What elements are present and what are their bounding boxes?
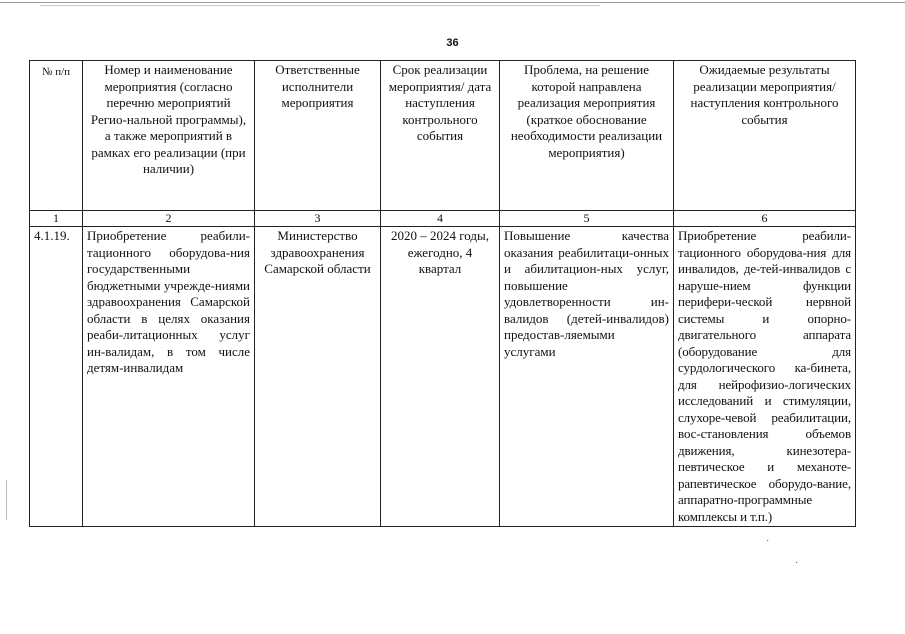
header-problem: Проблема, на решение которой направлена реализация мероприятия (краткое обоснование необходимости реализации мероприятия) [500,61,674,211]
row-measure-name: Приобретение реабили-тационного оборудова-ния государственными бюджетными учрежде-ниями здравоохранения Самарской области в целях оказания реаби-литационных услуг ин-валидам, в том числе детям-инвалидам [83,227,255,527]
column-number: 4 [381,211,500,227]
scan-edge-line [40,5,600,6]
row-results: Приобретение реабили-тационного оборудова-ния для инвалидов, де-тей-инвалидов с наруше-нием функции перифери-ческой нервной системы и опорно-двигательного аппарата (оборудование для сурдологического ка-бинета, для нейрофизио-логических исследований и стимуляции, слухоре-чевой реабилитации, вос-становления объемов движения, кинезотера-певтическое и механоте-рапевтическое оборудо-вание, аппаратно-программные комплексы и т.п.) [674,227,856,527]
column-number: 1 [30,211,83,227]
table-header-row [30,61,856,211]
column-number: 3 [255,211,381,227]
scan-speck: · [766,536,770,547]
scan-edge-mark [6,480,7,520]
row-problem: Повышение качества оказания реабилитаци-онных и абилитацион-ных услуг, повышение удовлетворенности ин-валидов (детей-инвалидов) предостав-ляемыми услугами [500,227,674,527]
header-executors: Ответственные исполнители мероприятия [255,61,381,211]
header-results: Ожидаемые результаты реализации мероприятия/ наступления контрольного события [674,61,856,211]
column-number: 5 [500,211,674,227]
header-measure-name: Номер и наименование мероприятия (согласно перечню мероприятий Регио-нальной программы), а также мероприятий в рамках его реализации (при наличии) [83,61,255,211]
header-number: № п/п [30,61,83,211]
column-numbers-row [30,211,856,227]
header-term: Срок реализации мероприятия/ дата наступления контрольного события [381,61,500,211]
page-number: 36 [446,37,459,49]
column-number: 6 [674,211,856,227]
table-row [30,227,856,527]
scan-speck: · [795,558,799,569]
row-executor: Министерство здравоохранения Самарской области [255,227,381,527]
measures-table [29,60,856,527]
scan-edge-line [0,2,905,3]
column-number: 2 [83,211,255,227]
row-term: 2020 – 2024 годы, ежегодно, 4 квартал [381,227,500,527]
row-number: 4.1.19. [30,227,83,527]
